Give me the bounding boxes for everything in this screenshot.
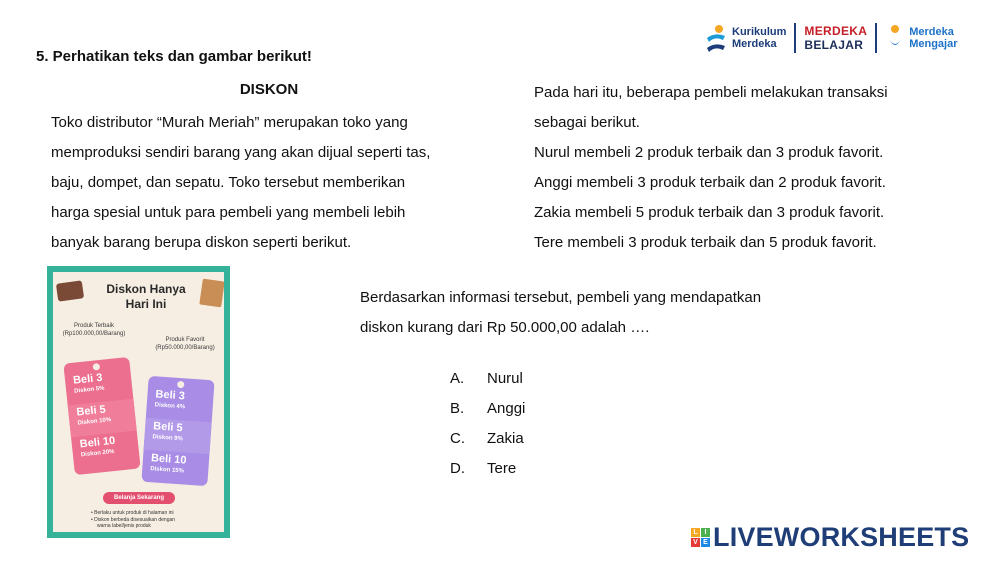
left-line: harga spesial untuk para pembeli yang membeli lebih (51, 204, 406, 221)
discount-heading: DISKON (239, 81, 299, 98)
tier-row (144, 418, 212, 455)
tier-buy: Beli 10 (79, 434, 116, 451)
option-text: Anggi (487, 400, 526, 417)
liveworksheets-logo (691, 522, 969, 552)
tier-discount: Diskon 10% (77, 417, 112, 427)
mengajar-line1: Merdeka (909, 26, 954, 38)
lw-cell: E (701, 538, 710, 547)
right-line: Tere membeli 3 produk terbaik dan 5 produk favorit. (534, 234, 877, 251)
shop-now-button: Belanja Sekarang (103, 492, 175, 504)
logo-divider (875, 23, 877, 53)
liveworksheets-icon (691, 528, 710, 547)
poster-title (91, 282, 201, 312)
tier-discount: Diskon 20% (80, 448, 115, 459)
liveworksheets-wordmark: LIVEWORKSHEETS (713, 522, 970, 552)
merdeka-mengajar-logo (885, 24, 957, 52)
tier-buy: Beli 3 (72, 371, 103, 387)
left-line: banyak barang berupa diskon seperti berikut. (51, 234, 352, 251)
poster-note: warna label/jenis produk (97, 523, 151, 529)
option-text: Tere (487, 460, 517, 477)
left-line: Toko distributor “Murah Meriah” merupakan toko yang (51, 114, 408, 131)
poster-note: • Diskon berbeda disesuaikan dengan (91, 517, 176, 523)
question-line: diskon kurang dari Rp 50.000,00 adalah …. (360, 319, 650, 336)
tag-hole (177, 381, 184, 388)
poster-inner (53, 272, 224, 532)
merdeka-mengajar-icon (885, 24, 905, 52)
shopping-bag-icon (199, 279, 224, 308)
label-favorit (147, 336, 223, 352)
label-terbaik-price: (Rp100.000,00/Barang) (62, 331, 126, 337)
tier-discount: Diskon 15% (150, 466, 185, 475)
left-text-column (51, 78, 491, 258)
label-terbaik-title: Produk Terbaik (74, 323, 114, 329)
mengajar-line2: Mengajar (909, 38, 958, 50)
option-b[interactable] (450, 394, 525, 424)
tier-discount: Diskon 5% (74, 385, 105, 395)
question-title: 5. Perhatikan teks dan gambar berikut! (36, 48, 312, 65)
lw-cell: L (691, 528, 700, 537)
option-c[interactable] (450, 424, 525, 454)
option-text: Nurul (487, 370, 523, 387)
question-line: Berdasarkan informasi tersebut, pembeli yang mendapatkan (360, 289, 762, 306)
kurikulum-line2: Merdeka (732, 38, 777, 50)
right-line: sebagai berikut. (534, 114, 640, 131)
tier-buy: Beli 5 (152, 420, 183, 435)
label-favorit-title: Produk Favorit (165, 337, 205, 343)
poster-note: • Berlaku untuk produk di halaman ini (91, 510, 174, 516)
left-line: memproduksi sendiri barang yang akan dijual seperti tas, (51, 144, 431, 161)
tier-row (71, 430, 140, 469)
poster-title-line2: Hari Ini (125, 297, 167, 311)
tier-discount: Diskon 9% (152, 434, 183, 443)
logo-divider (794, 23, 796, 53)
option-d[interactable] (450, 454, 525, 484)
tier-buy: Beli 10 (150, 452, 187, 467)
tier-buy: Beli 5 (75, 403, 107, 419)
merdeka-belajar-line1: MERDEKA (804, 24, 868, 38)
right-line: Nurul membeli 2 produk terbaik dan 3 produk favorit. (534, 144, 884, 161)
tier-row (141, 450, 209, 487)
tier-discount: Diskon 4% (154, 402, 186, 411)
answer-options (450, 364, 525, 484)
right-line: Anggi membeli 3 produk terbaik dan 2 produk favorit. (534, 174, 886, 191)
tier-row (146, 386, 214, 423)
left-line: baju, dompet, dan sepatu. Toko tersebut memberikan (51, 174, 406, 191)
right-line: Zakia membeli 5 produk terbaik dan 3 produk favorit. (534, 204, 885, 221)
option-letter: D. (450, 460, 465, 477)
kurikulum-merdeka-logo (705, 24, 786, 52)
lw-cell: V (691, 538, 700, 547)
option-letter: A. (450, 370, 465, 387)
price-tag-favorit (141, 376, 214, 486)
kurikulum-merdeka-icon (705, 24, 727, 52)
merdeka-belajar-line2: BELAJAR (804, 38, 864, 52)
label-terbaik (59, 322, 129, 338)
right-text-column (534, 78, 974, 258)
option-a[interactable] (450, 364, 525, 394)
poster-title-line1: Diskon Hanya (106, 282, 186, 296)
right-line: Pada hari itu, beberapa pembeli melakukan transaksi (534, 84, 888, 101)
discount-poster (47, 266, 230, 538)
option-text: Zakia (487, 430, 524, 447)
question-prompt (360, 283, 840, 343)
label-favorit-price: (Rp50.000,00/Barang) (155, 345, 215, 351)
wallet-icon (56, 280, 84, 301)
price-tag-terbaik (63, 357, 140, 475)
option-letter: C. (450, 430, 465, 447)
lw-cell: I (701, 528, 710, 537)
header-logos (705, 20, 957, 56)
merdeka-belajar-logo (804, 24, 867, 52)
tier-buy: Beli 3 (155, 388, 186, 403)
kurikulum-line1: Kurikulum (732, 26, 787, 38)
option-letter: B. (450, 400, 465, 417)
